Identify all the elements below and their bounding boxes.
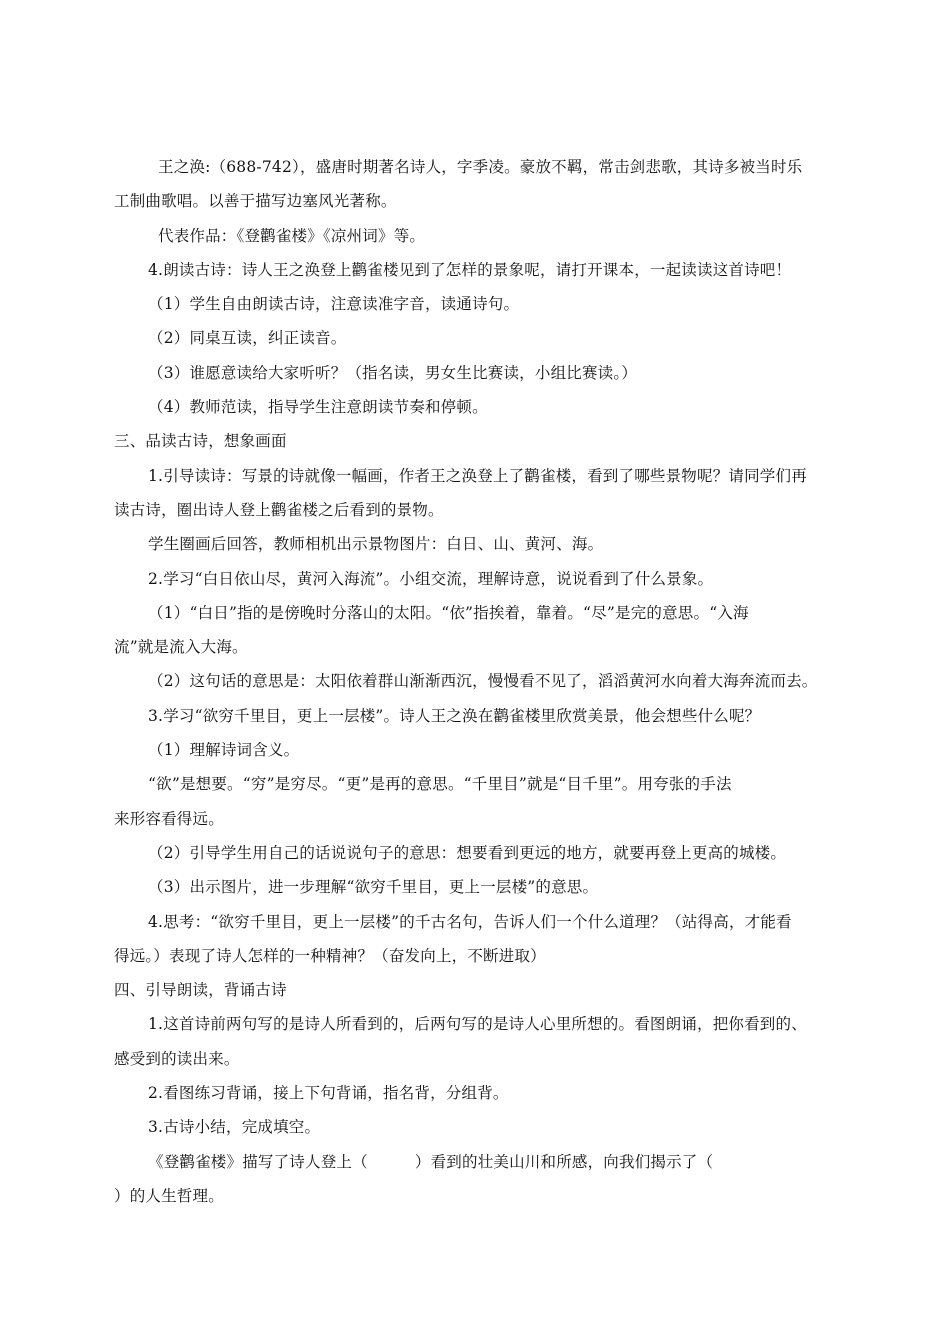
list-item-read-2: （2）同桌互读，纠正读音。 bbox=[148, 329, 347, 348]
list-item-read-1: （1）学生自由朗读古诗，注意读准字音，读通诗句。 bbox=[148, 295, 520, 314]
paragraph-fill-blank: 《登鹳雀楼》描写了诗人登上（ ）看到的壮美山川和所感，向我们揭示了（ bbox=[148, 1152, 714, 1171]
list-item-explain-1-cont: 流”就是流入大海。 bbox=[114, 638, 248, 657]
paragraph-recite-1: 1.这首诗前两句写的是诗人所看到的，后两句写的是诗人心里所想的。看图朗诵，把你看到的、 bbox=[148, 1015, 807, 1034]
paragraph-fill-blank-cont: ）的人生哲理。 bbox=[114, 1186, 224, 1205]
paragraph-learn-line-1: 2.学习“白日依山尽，黄河入海流”。小组交流，理解诗意，说说看到了什么景象。 bbox=[148, 569, 714, 588]
paragraph-learn-line-2: 3.学习“欲穷千里目，更上一层楼”。诗人王之涣在鹳雀楼里欣赏美景，他会想些什么呢？ bbox=[148, 706, 761, 725]
paragraph-representative-works: 代表作品：《登鹳雀楼》《凉州词》等。 bbox=[158, 226, 426, 245]
list-item-read-4: （4）教师范读，指导学生注意朗读节奏和停顿。 bbox=[148, 398, 488, 417]
section-heading-3: 三、品读古诗，想象画面 bbox=[114, 432, 287, 451]
paragraph-guide-reading: 1.引导读诗：写景的诗就像一幅画，作者王之涣登上了鹳雀楼，看到了哪些景物呢？请同学们再 bbox=[148, 466, 807, 485]
paragraph-think-cont: 得远。）表现了诗人怎样的一种精神？（奋发向上，不断进取） bbox=[114, 946, 546, 965]
paragraph-student-answer: 学生圈画后回答，教师相机出示景物图片：白日、山、黄河、海。 bbox=[148, 535, 604, 554]
paragraph-recite-1-cont: 感受到的读出来。 bbox=[114, 1049, 240, 1068]
list-item-explain-2: （2）这句话的意思是：太阳依着群山渐渐西沉，慢慢看不见了，滔滔黄河水向着大海奔流而去。 bbox=[148, 672, 818, 691]
paragraph-author-bio-cont: 工制曲歌唱。以善于描写边塞风光著称。 bbox=[114, 192, 397, 211]
document-body bbox=[114, 150, 854, 1213]
paragraph-read-poem: 4.朗读古诗：诗人王之涣登上鹳雀楼见到了怎样的景象呢，请打开课本，一起读读这首诗吧！ bbox=[148, 260, 792, 279]
list-item-meaning-1: （1）理解诗词含义。 bbox=[148, 741, 300, 760]
paragraph-think: 4.思考：“欲穷千里目，更上一层楼”的千古名句，告诉人们一个什么道理？（站得高，才能看 bbox=[148, 912, 792, 931]
paragraph-word-meanings: “欲”是想要。“穷”是穷尽。“更”是再的意思。“千里目”就是“目千里”。用夸张的手法 bbox=[148, 775, 732, 794]
paragraph-guide-reading-cont: 读古诗，圈出诗人登上鹳雀楼之后看到的景物。 bbox=[114, 500, 444, 519]
list-item-meaning-3: （3）出示图片，进一步理解“欲穷千里目，更上一层楼”的意思。 bbox=[148, 878, 599, 897]
list-item-meaning-2: （2）引导学生用自己的话说说句子的意思：想要看到更远的地方，就要再登上更高的城楼。 bbox=[148, 843, 787, 862]
paragraph-word-meanings-cont: 来形容看得远。 bbox=[114, 809, 224, 828]
list-item-explain-1: （1）“白日”指的是傍晚时分落山的太阳。“依”指挨着，靠着。“尽”是完的意思。“入海 bbox=[148, 603, 749, 622]
paragraph-recite-3: 3.古诗小结，完成填空。 bbox=[148, 1118, 321, 1137]
list-item-read-3: （3）谁愿意读给大家听听？（指名读，男女生比赛读，小组比赛读。） bbox=[148, 363, 638, 382]
section-heading-4: 四、引导朗读，背诵古诗 bbox=[114, 981, 287, 1000]
paragraph-author-bio: 王之涣:（688-742），盛唐时期著名诗人，字季凌。豪放不羁，常击剑悲歌，其诗多被当时乐 bbox=[158, 158, 803, 176]
paragraph-recite-2: 2.看图练习背诵，接上下句背诵，指名背，分组背。 bbox=[148, 1084, 509, 1103]
